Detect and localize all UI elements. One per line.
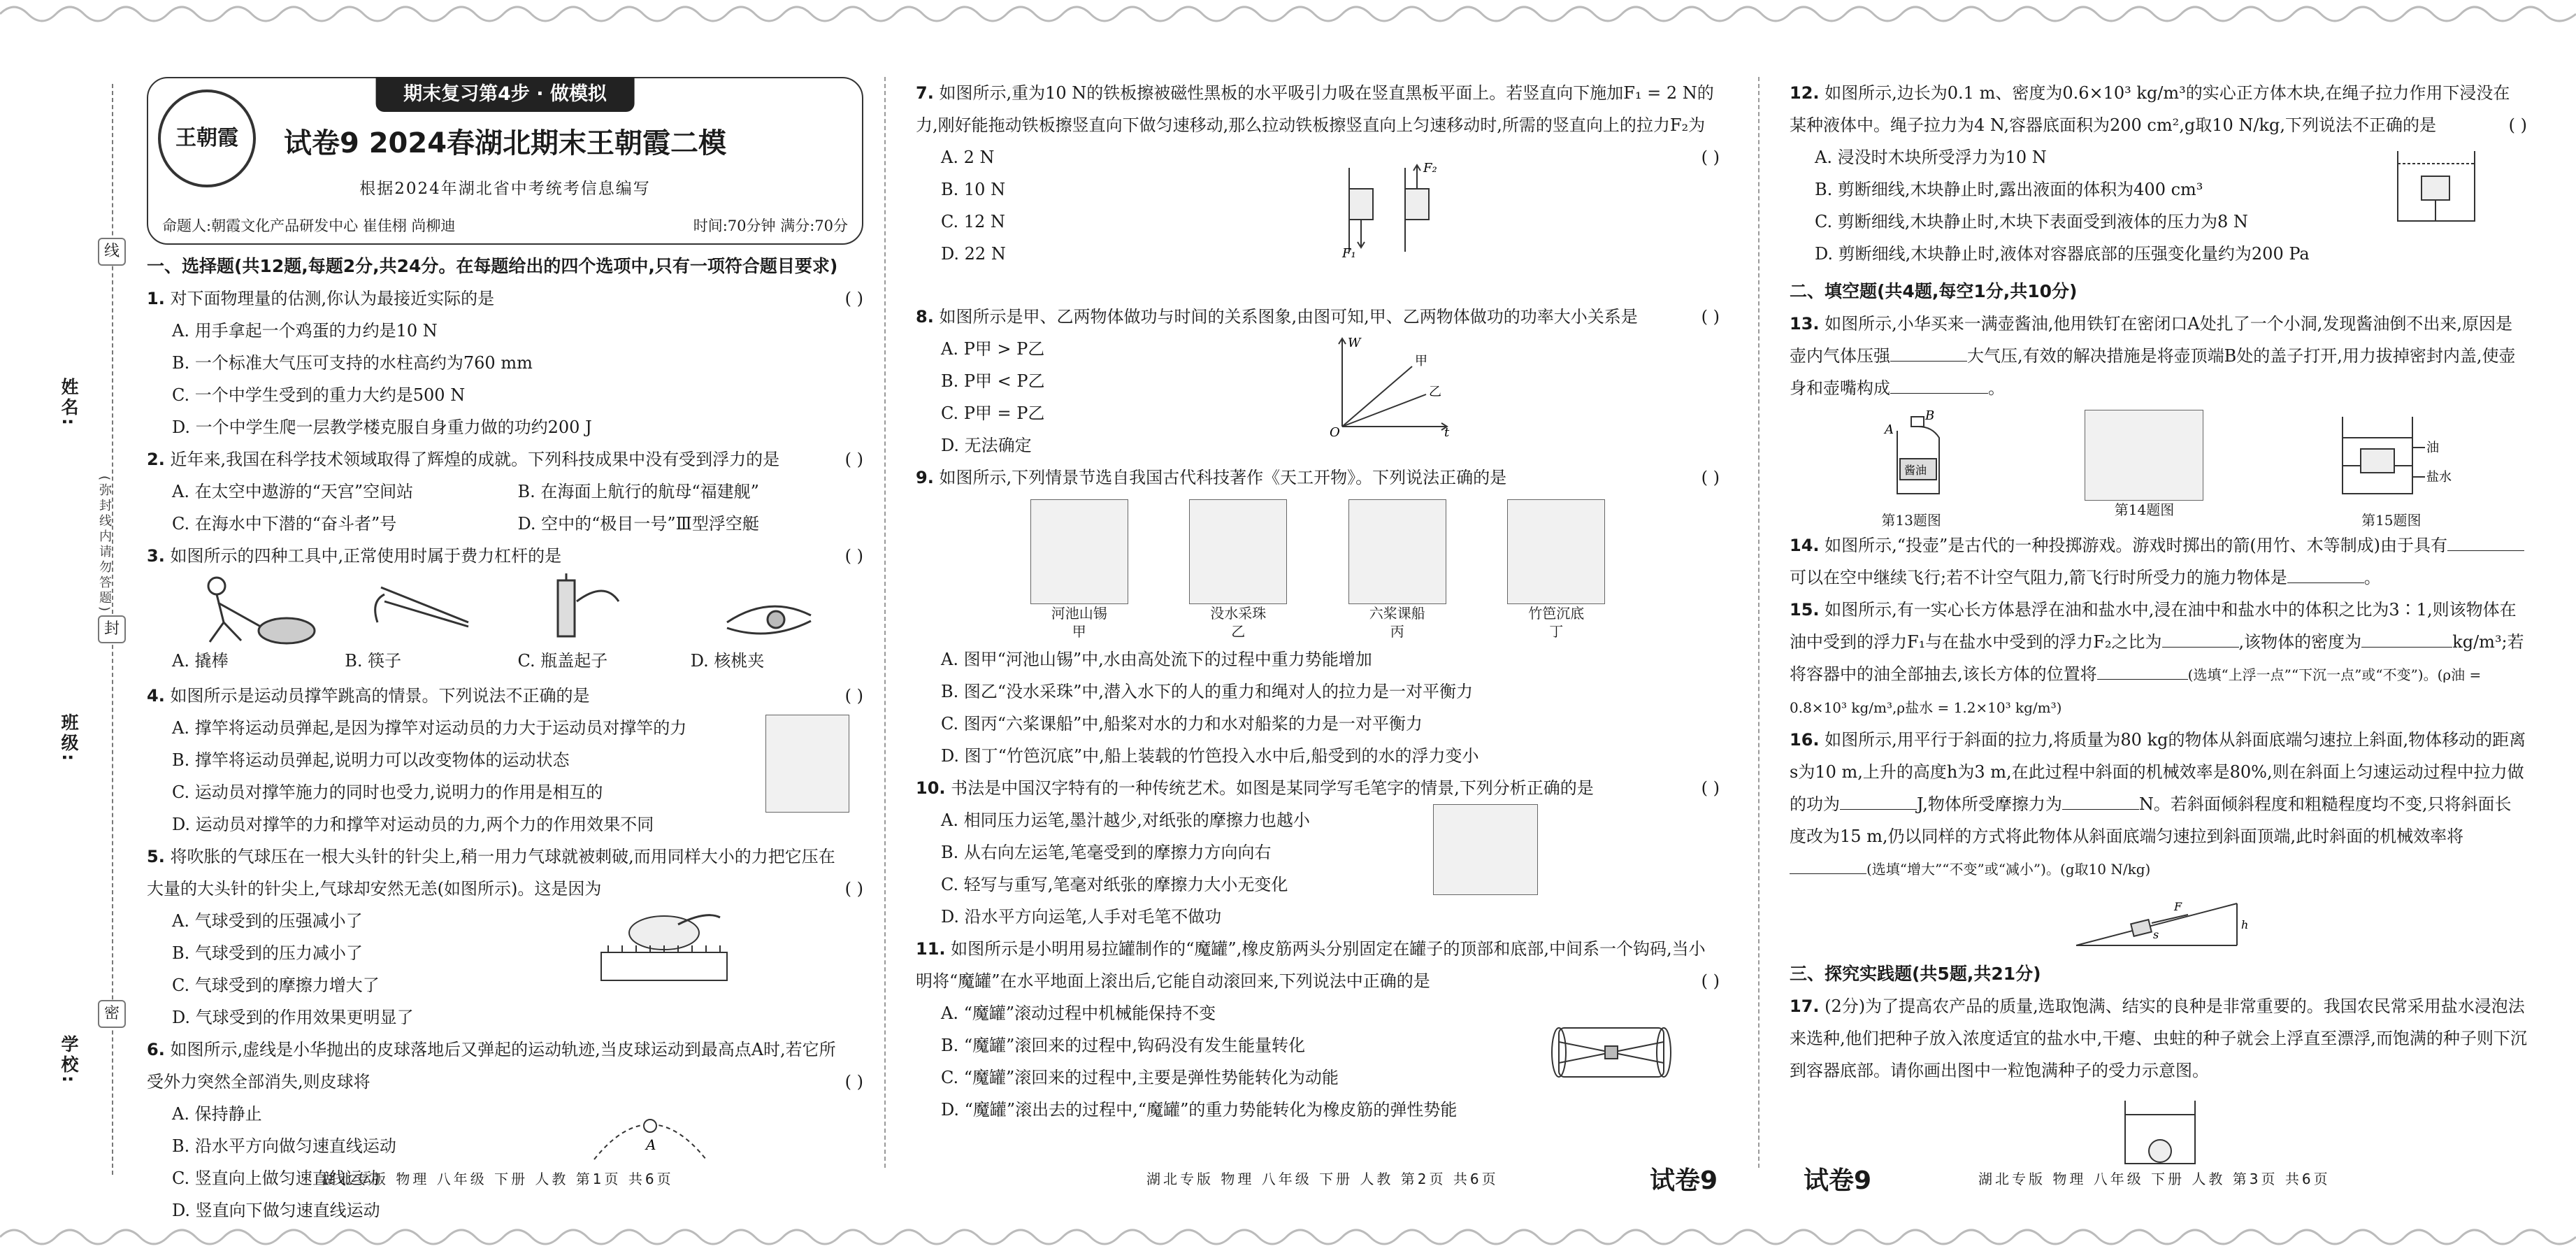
page-footer: 湖北专版 物理 八年级 下册 人教 第3页 共6页 — [1978, 1171, 2331, 1187]
question-stem: 如图所示是小明用易拉罐制作的“魔罐”,橡皮筋两头分别固定在罐子的顶部和底部,中间系一个钩码,当小明将“魔罐”在水平地面上滚出后,它能自动滚回来,下列说法中正确的是 — [916, 939, 1706, 991]
option: C. 一个中学生受到的重力大约是500 N — [172, 385, 466, 405]
question-stem: 可以在空中继续飞行;若不计空气阻力,箭飞行时所受力的施力物体是 — [1790, 568, 2287, 587]
banner: 期末复习第4步 · 做模拟 — [375, 77, 635, 112]
answer-paren: ( ) — [1701, 778, 1720, 798]
question-1: 1. 对下面物理量的估测,你认为最接近实际的是 ( ) A. 用手拿起一个鸡蛋的力约是10 N B. 一个标准大气压可支持的水柱高约为760 mm C. 一个中学生受到的重力大约是500 N D. 一个中学生爬一层教学楼克服自身重力做的功约200 J — [147, 283, 863, 443]
answer-blank[interactable] — [1890, 361, 1967, 362]
image-caption: 河池山锡 — [1051, 605, 1107, 622]
image-tag: 丙 — [1390, 623, 1404, 640]
image-tag: 丁 — [1549, 623, 1564, 640]
option: C. 图丙“六桨课船”中,船桨对水的力和水对船桨的力是一对平衡力 — [941, 714, 1423, 734]
exam-number: 试卷9 — [1804, 1166, 1872, 1195]
option: A. P甲 > P乙 — [941, 339, 1045, 359]
axis-w-label: W — [1348, 336, 1361, 350]
logo-text: 王朝霞 — [175, 126, 238, 150]
option: A. 图甲“河池山锡”中,水由高处流下的过程中重力势能增加 — [941, 650, 1372, 669]
seed-in-saltwater-diagram[interactable] — [2118, 1094, 2202, 1171]
option: B. 撑竿将运动员弹起,说明力可以改变物体的运动状态 — [172, 750, 570, 770]
option: C. 剪断细线,木块静止时,木块下表面受到液体的压力为8 N — [1815, 212, 2248, 231]
line-yi-label: 乙 — [1429, 385, 1441, 399]
question-stem: 如图所示是运动员撑竿跳高的情景。下列说法不正确的是 — [170, 686, 590, 706]
answer-blank[interactable] — [2361, 647, 2452, 648]
question-stem: 近年来,我国在科学技术领域取得了辉煌的成就。下列科技成果中没有受到浮力的是 — [170, 450, 780, 469]
answer-blank[interactable] — [1890, 393, 1988, 394]
image-tile — [1030, 499, 1128, 641]
question-stem: 如图所示的四种工具中,正常使用时属于费力杠杆的是 — [170, 546, 562, 566]
illustration — [1030, 499, 1128, 604]
option: B. 一个标准大气压可支持的水柱高约为760 mm — [172, 353, 533, 373]
option: C. 竖直向上做匀速直线运动 — [172, 1168, 380, 1188]
school-label: 学校: — [59, 1035, 79, 1085]
seal-mark-secret: 密 — [98, 1000, 126, 1028]
option: C. 瓶盖起子 — [517, 651, 608, 671]
option: D. 一个中学生爬一层教学楼克服自身重力做的功约200 J — [172, 417, 592, 437]
option: C. 在海水中下潜的“奋斗者”号 — [172, 514, 397, 534]
option: A. 在太空中遨游的“天宫”空间站 — [172, 482, 414, 501]
option: D. 核桃夹 — [690, 651, 765, 671]
exam-subtitle: 根据2024年湖北省中考统考信息编写 — [359, 180, 651, 198]
decorative-border-bottom — [0, 1223, 2576, 1251]
page-footer: 湖北专版 物理 八年级 下册 人教 第2页 共6页 — [1146, 1171, 1499, 1187]
figure-13 — [1869, 410, 1953, 529]
option: D. 竖直向下做匀速直线运动 — [172, 1201, 380, 1220]
option: D. 空中的“极目一号”Ⅲ型浮空艇 — [517, 514, 759, 534]
option: A. 用手拿起一个鸡蛋的力约是10 N — [172, 321, 438, 341]
option: C. 运动员对撑竿施力的同时也受力,说明力的作用是相互的 — [172, 782, 603, 802]
question-stem: N。若斜面倾斜程度和粗糙程度均不变,只将斜面长度改为15 m,仍以同样的方式将此物体从斜面底端匀速拉到斜面顶端,此时斜面的机械效率将 — [1790, 794, 2512, 846]
ball-trajectory-diagram — [580, 1103, 720, 1166]
seal-note: (弥封线内请勿答题) — [97, 476, 112, 615]
tiangong-images — [916, 494, 1720, 643]
question-stem: (2分)为了提高农产品的质量,选取饱满、结实的良种是非常重要的。我国农民常采用盐水浸泡法来选种,他们把种子放入浓度适宜的盐水中,干瘪、虫蛀的种子就会上浮直至漂浮,而饱满的种子则下沉到容器底部。请你画出图中一粒饱满种子的受力示意图。 — [1790, 996, 2527, 1080]
question-10: 10. 书法是中国汉字特有的一种传统艺术。如图是某同学写毛笔字的情景,下列分析正确的是 ( ) A. 相同压力运笔,墨汁越少,对纸张的摩擦力也越小 B. 从右向左运笔,笔毫受到的摩擦力方向向右 C. 轻写与重写,笔毫对纸张的摩擦力大小无变化 D. 沿水平方向运笔,人手对毛笔不做功 — [916, 772, 1720, 933]
question-stem: 如图所示,边长为0.1 m、密度为0.6×10³ kg/m³的实心正方体木块,在绳子拉力作用下浸没在某种液体中。绳子拉力为4 N,容器底面积为200 cm²,g取10 N/kg,下列说法不正确的是 — [1790, 83, 2510, 135]
option: A. 相同压力运笔,墨汁越少,对纸张的摩擦力也越小 — [941, 810, 1310, 830]
option: C. 气球受到的摩擦力增大了 — [172, 975, 380, 995]
page-2-column — [916, 77, 1720, 1126]
image-tile — [1507, 499, 1605, 641]
option: D. 剪断细线,木块静止时,液体对容器底部的压强变化量约为200 Pa — [1815, 244, 2310, 264]
answer-blank[interactable] — [2062, 809, 2139, 810]
illustration — [1348, 499, 1446, 604]
option: A. 浸没时木块所受浮力为10 N — [1815, 148, 2047, 167]
origin-label: O — [1330, 425, 1340, 440]
option: B. 气球受到的压力减小了 — [172, 943, 363, 963]
question-stem: 如图所示,“投壶”是古代的一种投掷游戏。游戏时掷出的箭(用竹、木等制成)由于具有 — [1825, 536, 2448, 555]
fill-in-figures — [1790, 404, 2527, 529]
option: A. 撬棒 — [172, 651, 229, 671]
blackboard-eraser-diagram — [1321, 161, 1461, 259]
option: A. 撑竿将运动员弹起,是因为撑竿对运动员的力大于运动员对撑竿的力 — [172, 718, 687, 738]
point-a-label: A — [1885, 422, 1894, 437]
option: D. 沿水平方向运笔,人手对毛笔不做功 — [941, 907, 1222, 927]
authors: 命题人:朝霞文化产品研发中心 崔佳栩 尚柳迪 — [162, 217, 456, 234]
answer-paren: ( ) — [1701, 971, 1720, 991]
question-stem: 如图所示,虚线是小华抛出的皮球落地后又弹起的运动轨迹,当皮球运动到最高点A时,若它所受外力突然全部消失,则皮球将 — [147, 1040, 836, 1092]
exam-header — [147, 77, 863, 245]
line-jia-label: 甲 — [1415, 354, 1427, 369]
axis-t-label: t — [1444, 425, 1450, 440]
answer-paren: ( ) — [844, 546, 863, 566]
option: D. 运动员对撑竿的力和撑竿对运动员的力,两个力的作用效果不同 — [172, 815, 654, 834]
option: B. 剪断细线,木块静止时,露出液面的体积为400 cm³ — [1815, 180, 2203, 199]
option: D. 22 N — [941, 244, 1006, 264]
image-caption: 没水采珠 — [1210, 605, 1267, 622]
figure-caption: 第13题图 — [1881, 512, 1941, 529]
figure-caption: 第15题图 — [2361, 512, 2422, 529]
illustration — [1507, 499, 1605, 604]
decorative-border-top — [0, 0, 2576, 28]
work-time-graph — [1321, 331, 1454, 440]
option: A. 保持静止 — [172, 1104, 262, 1124]
point-a-label: A — [646, 1136, 656, 1153]
answer-paren: ( ) — [844, 879, 863, 899]
point-b-label: B — [1925, 408, 1935, 423]
page-1-column — [147, 77, 863, 1227]
option: D. 无法确定 — [941, 436, 1032, 455]
option: C. “魔罐”滚回来的过程中,主要是弹性势能转化为动能 — [941, 1068, 1339, 1087]
option: C. 轻写与重写,笔毫对纸张的摩擦力大小无变化 — [941, 875, 1288, 894]
answer-paren: ( ) — [844, 289, 863, 308]
touhu-illustration — [2085, 410, 2203, 501]
answer-paren: ( ) — [1701, 307, 1720, 327]
answer-blank[interactable] — [1840, 809, 1917, 810]
answer-paren: ( ) — [1701, 148, 1720, 167]
exam-number: 试卷9 — [1650, 1166, 1718, 1195]
answer-blank[interactable] — [2287, 582, 2364, 583]
class-label: 班级: — [59, 713, 79, 764]
column-divider — [884, 77, 886, 1168]
image-tile — [1189, 499, 1287, 641]
balloon-on-pins-illustration — [594, 910, 734, 987]
image-caption: 竹笆沉底 — [1528, 605, 1585, 622]
soy-sauce-bottle-diagram — [1869, 410, 1953, 501]
option: C. P甲 = P乙 — [941, 403, 1045, 423]
question-stem: (选填“上浮一点”“下沉一点”或“不变”)。(ρ油 = 0.8×10³ kg/m³,ρ盐水 = 1.2×10³ kg/m³) — [1790, 666, 2482, 716]
question-stem: ,该物体的密度为 — [2238, 632, 2362, 652]
question-stem: (选填“增大”“不变”或“减小”)。(g取10 N/kg) — [1866, 861, 2151, 878]
magic-can-diagram — [1545, 1021, 1678, 1084]
seal-mark-seal: 封 — [98, 615, 126, 643]
time-score: 时间:70分钟 满分:70分 — [693, 217, 848, 234]
question-stem: 如图所示,小华买来一满壶酱油,他用铁钉在密闭口A处扎了一个小洞,发现酱油倒不出来,原因是壶内气体压强 — [1790, 314, 2513, 366]
answer-paren: ( ) — [844, 450, 863, 469]
image-tile — [1348, 499, 1446, 641]
answer-blank[interactable] — [2162, 647, 2239, 648]
question-15: 15. 如图所示,有一实心长方体悬浮在油和盐水中,浸在油中和盐水中的体积之比为3∶1,则该物体在油中受到的浮力F₁与在盐水中受到的浮力F₂之比为 ,该物体的密度为 kg/m³;若将容器中的油全部抽去,该长方体的位置将 (选填“上浮一点”“下沉一点”或“不变”)。(ρ油 = 0.8×10³ kg/m³,ρ盐水 = 1.2×10³ kg/m³) — [1790, 600, 2524, 716]
section-title: 一、选择题(共12题,每题2分,共24分。在每题给出的四个选项中,只有一项符合题目要求) — [147, 256, 838, 276]
tools-illustration — [175, 573, 846, 643]
option: D. 气球受到的作用效果更明显了 — [172, 1008, 414, 1027]
option: A. 气球受到的压强减小了 — [172, 911, 363, 931]
option: B. 在海面上航行的航母“福建舰” — [517, 482, 759, 501]
figure-15 — [2336, 410, 2452, 529]
illustration — [1189, 499, 1287, 604]
answer-paren: ( ) — [1701, 468, 1720, 487]
question-6: 6. 如图所示,虚线是小华抛出的皮球落地后又弹起的运动轨迹,当皮球运动到最高点A时,若它所受外力突然全部消失,则皮球将 ( ) A. 保持静止 B. 沿水平方向做匀速直线运动 C. 竖直向上做匀速直线运动 D. 竖直向下做匀速直线运动 A — [147, 1034, 863, 1227]
question-stem: 大气压,有效的解决措施是将壶顶端B处的盖子打开,用力拔掉密封内盖,使壶身和壶嘴构成 — [1790, 346, 2516, 398]
option: D. “魔罐”滚出去的过程中,“魔罐”的重力势能转化为橡皮筋的弹性势能 — [941, 1100, 1458, 1120]
question-stem: 对下面物理量的估测,你认为最接近实际的是 — [170, 289, 495, 308]
punctuation: 。 — [2363, 568, 2381, 587]
section-title: 三、探究实践题(共5题,共21分) — [1790, 964, 2041, 984]
inclined-plane-diagram — [2069, 889, 2251, 952]
question-stem: 如图所示,重为10 N的铁板擦被磁性黑板的水平吸引力吸在竖直黑板平面上。若竖直向下施加F₁ = 2 N的力,刚好能拖动铁板擦竖直向下做匀速移动,那么拉动铁板擦竖直向上匀速移动时,所需的竖直向上的拉力F₂为 — [916, 83, 1714, 135]
answer-paren: ( ) — [844, 1072, 863, 1092]
exam-title: 试卷9 2024春湖北期末王朝霞二模 — [283, 127, 727, 159]
question-stem: 如图所示,下列情景节选自我国古代科技著作《天工开物》。下列说法正确的是 — [939, 468, 1507, 487]
question-13: 13. 如图所示,小华买来一满壶酱油,他用铁钉在密闭口A处扎了一个小洞,发现酱油倒不出来,原因是壶内气体压强 大气压,有效的解决措施是将壶顶端B处的盖子打开,用力拔掉密封内盖,使壶身和壶嘴构成 。 A B 酱油 第13题图 第14题图 油 盐水 第15题图 — [1790, 308, 2527, 529]
question-stem: kg/m³;若将容器中的油全部抽去,该长方体的位置将 — [1790, 632, 2524, 684]
question-stem: 如图所示是甲、乙两物体做功与时间的关系图象,由图可知,甲、乙两物体做功的功率大小关系是 — [939, 307, 1638, 327]
oil-label: 油 — [2426, 441, 2439, 455]
question-4: 4. 如图所示是运动员撑竿跳高的情景。下列说法不正确的是 ( ) A. 撑竿将运动员弹起,是因为撑竿对运动员的力大于运动员对撑竿的力 B. 撑竿将运动员弹起,说明力可以改变物体的运动状态 C. 运动员对撑竿施力的同时也受力,说明力的作用是相互的 D. 运动员对撑竿的力和撑竿对运动员的力,两个力的作用效果不同 — [147, 680, 863, 841]
calligraphy-illustration — [1433, 804, 1538, 895]
question-stem: 将吹胀的气球压在一根大头针的针尖上,稍一用力气球就被刺破,而用同样大小的力把它压在大量的大头针的针尖上,气球却安然无恙(如图所示)。这是因为 — [147, 847, 835, 899]
block-in-liquid-diagram — [2391, 144, 2482, 228]
option: B. 图乙“没水采珠”中,潜入水下的人的重力和绳对人的拉力是一对平衡力 — [941, 682, 1474, 701]
option: B. 沿水平方向做匀速直线运动 — [172, 1136, 396, 1156]
answer-paren: ( ) — [844, 686, 863, 706]
column-divider — [1758, 77, 1760, 1168]
f2-label: F₂ — [1423, 161, 1437, 176]
question-8: 8. 如图所示是甲、乙两物体做功与时间的关系图象,由图可知,甲、乙两物体做功的功率大小关系是 ( ) A. P甲 > P乙 B. P甲 < P乙 C. P甲 = P乙 D. 无法确定 W t O 甲 乙 — [916, 301, 1720, 462]
question-stem: 如图所示,用平行于斜面的拉力,将质量为80 kg的物体从斜面底端匀速拉上斜面,物体移动的距离s为10 m,上升的高度h为3 m,在此过程中斜面的机械效率是80%,则在斜面上匀速运动过程中拉力做的功为 — [1790, 730, 2526, 814]
question-12: 12. 如图所示,边长为0.1 m、密度为0.6×10³ kg/m³的实心正方体木块,在绳子拉力作用下浸没在某种液体中。绳子拉力为4 N,容器底面积为200 cm²,g取10 N/kg,下列说法不正确的是 ( ) A. 浸没时木块所受浮力为10 N B. 剪断细线,木块静止时,露出液面的体积为400 cm³ C. 剪断细线,木块静止时,木块下表面受到液体的压力为8 N D. 剪断细线,木块静止时,液体对容器底部的压强变化量约为200 Pa — [1790, 77, 2527, 270]
question-stem: 如图所示,有一实心长方体悬浮在油和盐水中,浸在油中和盐水中的体积之比为3∶1,则该物体在油中受到的浮力F₁与在盐水中受到的浮力F₂之比为 — [1790, 600, 2517, 652]
option: C. 12 N — [941, 212, 1005, 231]
image-tag: 甲 — [1072, 623, 1086, 640]
image-tag: 乙 — [1231, 623, 1246, 640]
question-stem: 书法是中国汉字特有的一种传统艺术。如图是某同学写毛笔字的情景,下列分析正确的是 — [951, 778, 1594, 798]
section-title: 二、填空题(共4题,每空1分,共10分) — [1790, 281, 2078, 301]
option: B. P甲 < P乙 — [941, 371, 1045, 391]
force-f-label: F — [2174, 900, 2182, 913]
question-11: 11. 如图所示是小明用易拉罐制作的“魔罐”,橡皮筋两头分别固定在罐子的顶部和底部,中间系一个钩码,当小明将“魔罐”在水平地面上滚出后,它能自动滚回来,下列说法中正确的是 ( ) A. “魔罐”滚动过程中机械能保持不变 B. “魔罐”滚回来的过程中,钩码没有发生能量转化 C. “魔罐”滚回来的过程中,主要是弹性势能转化为动能 D. “魔罐”滚出去的过程中,“魔罐”的重力势能转化为橡皮筋的弹性势能 — [916, 933, 1720, 1126]
option: A. 2 N — [941, 148, 995, 167]
question-5: 5. 将吹胀的气球压在一根大头针的针尖上,稍一用力气球就被刺破,而用同样大小的力把它压在大量的大头针的针尖上,气球却安然无恙(如图所示)。这是因为 ( ) A. 气球受到的压强减小了 B. 气球受到的压力减小了 C. 气球受到的摩擦力增大了 D. 气球受到的作用效果更明显了 — [147, 841, 863, 1034]
name-label: 姓名: — [59, 378, 79, 428]
pole-vault-photo — [765, 715, 849, 813]
option: B. 从右向左运笔,笔毫受到的摩擦力方向向右 — [941, 843, 1272, 862]
question-7: 7. 如图所示,重为10 N的铁板擦被磁性黑板的水平吸引力吸在竖直黑板平面上。若竖直向下施加F₁ = 2 N的力,刚好能拖动铁板擦竖直向下做匀速移动,那么拉动铁板擦竖直向上匀速移动时,所需的竖直向上的拉力F₂为 ( ) A. 2 N B. 10 N C. 12 N D. 22 N F₁ F₂ — [916, 77, 1720, 301]
question-17: 17. (2分)为了提高农产品的质量,选取饱满、结实的良种是非常重要的。我国农民常采用盐水浸泡法来选种,他们把种子放入浓度适宜的盐水中,干瘪、虫蛀的种子就会上浮直至漂浮,而饱满的种子则下沉到容器底部。请你画出图中一粒饱满种子的受力示意图。 — [1790, 990, 2527, 1171]
oil-saltwater-container-diagram — [2336, 410, 2452, 501]
question-9: 9. 如图所示,下列情景节选自我国古代科技著作《天工开物》。下列说法正确的是 ( ) 河池山锡 甲 没水采珠 乙 六桨课船 丙 竹笆沉底 丁 A. 图甲“河池山锡”中,水由高处流下的过程中重力势能增加 B. 图乙“没水采珠”中,潜入水下的人的重力和绳对人的拉力是一对平衡力 C. 图丙“六桨课船”中,船桨对水的力和水对船桨的力是一对平衡力 D. 图丁“竹笆沉底”中,船上装载的竹笆投入水中后,船受到的水的浮力变小 — [916, 462, 1720, 772]
figure-caption: 第14题图 — [2114, 501, 2175, 518]
binding-strip — [42, 84, 126, 1175]
punctuation: 。 — [1988, 378, 2005, 398]
exam-meta — [162, 210, 848, 242]
bottle-label: 酱油 — [1904, 464, 1927, 477]
answer-blank[interactable] — [2097, 679, 2188, 680]
saltwater-label: 盐水 — [2426, 470, 2452, 485]
question-14: 14. 如图所示,“投壶”是古代的一种投掷游戏。游戏时掷出的箭(用竹、木等制成)由于具有可以在空中继续飞行;若不计空气阻力,箭飞行时所受力的施力物体是 。 — [1790, 529, 2527, 594]
option: B. “魔罐”滚回来的过程中,钩码没有发生能量转化 — [941, 1036, 1306, 1055]
question-3: 3. 如图所示的四种工具中,正常使用时属于费力杠杆的是 ( ) A. 撬棒 B. 筷子 C. 瓶盖起子 D. 核桃夹 — [147, 540, 863, 680]
page-footer: 湖北专版 物理 八年级 下册 人教 第1页 共6页 — [322, 1171, 674, 1187]
page-3-column — [1790, 77, 2527, 1171]
option: A. “魔罐”滚动过程中机械能保持不变 — [941, 1003, 1216, 1023]
answer-blank[interactable] — [1790, 873, 1866, 874]
question-2: 2. 近年来,我国在科学技术领域取得了辉煌的成就。下列科技成果中没有受到浮力的是 ( ) A. 在太空中遨游的“天宫”空间站 B. 在海面上航行的航母“福建舰” C. 在海水中下潜的“奋斗者”号 D. 空中的“极目一号”Ⅲ型浮空艇 — [147, 443, 863, 540]
answer-paren: ( ) — [2508, 115, 2527, 135]
figure-14 — [2085, 410, 2203, 529]
seal-mark-line: 线 — [98, 238, 126, 266]
f1-label: F₁ — [1342, 246, 1356, 261]
option: B. 10 N — [941, 180, 1006, 199]
option: D. 图丁“竹笆沉底”中,船上装载的竹笆投入水中后,船受到的水的浮力变小 — [941, 746, 1479, 766]
question-stem: J,物体所受摩擦力为 — [1917, 794, 2062, 814]
answer-blank[interactable] — [2447, 550, 2524, 551]
question-16: 16. 如图所示,用平行于斜面的拉力,将质量为80 kg的物体从斜面底端匀速拉上斜面,物体移动的距离s为10 m,上升的高度h为3 m,在此过程中斜面的机械效率是80%,则在斜面上匀速运动过程中拉力做的功为 J,物体所受摩擦力为 N。若斜面倾斜程度和粗糙程度均不变,只将斜面长度改为15 m,仍以同样的方式将此物体从斜面底端匀速拉到斜面顶端,此时斜面的机械效率将(选填“增大”“不变”或“减小”)。(g取10 N/kg) F s h — [1790, 724, 2527, 952]
image-caption: 六桨课船 — [1369, 605, 1425, 622]
distance-s-label: s — [2153, 928, 2159, 941]
height-h-label: h — [2241, 918, 2249, 931]
option: B. 筷子 — [345, 651, 402, 671]
